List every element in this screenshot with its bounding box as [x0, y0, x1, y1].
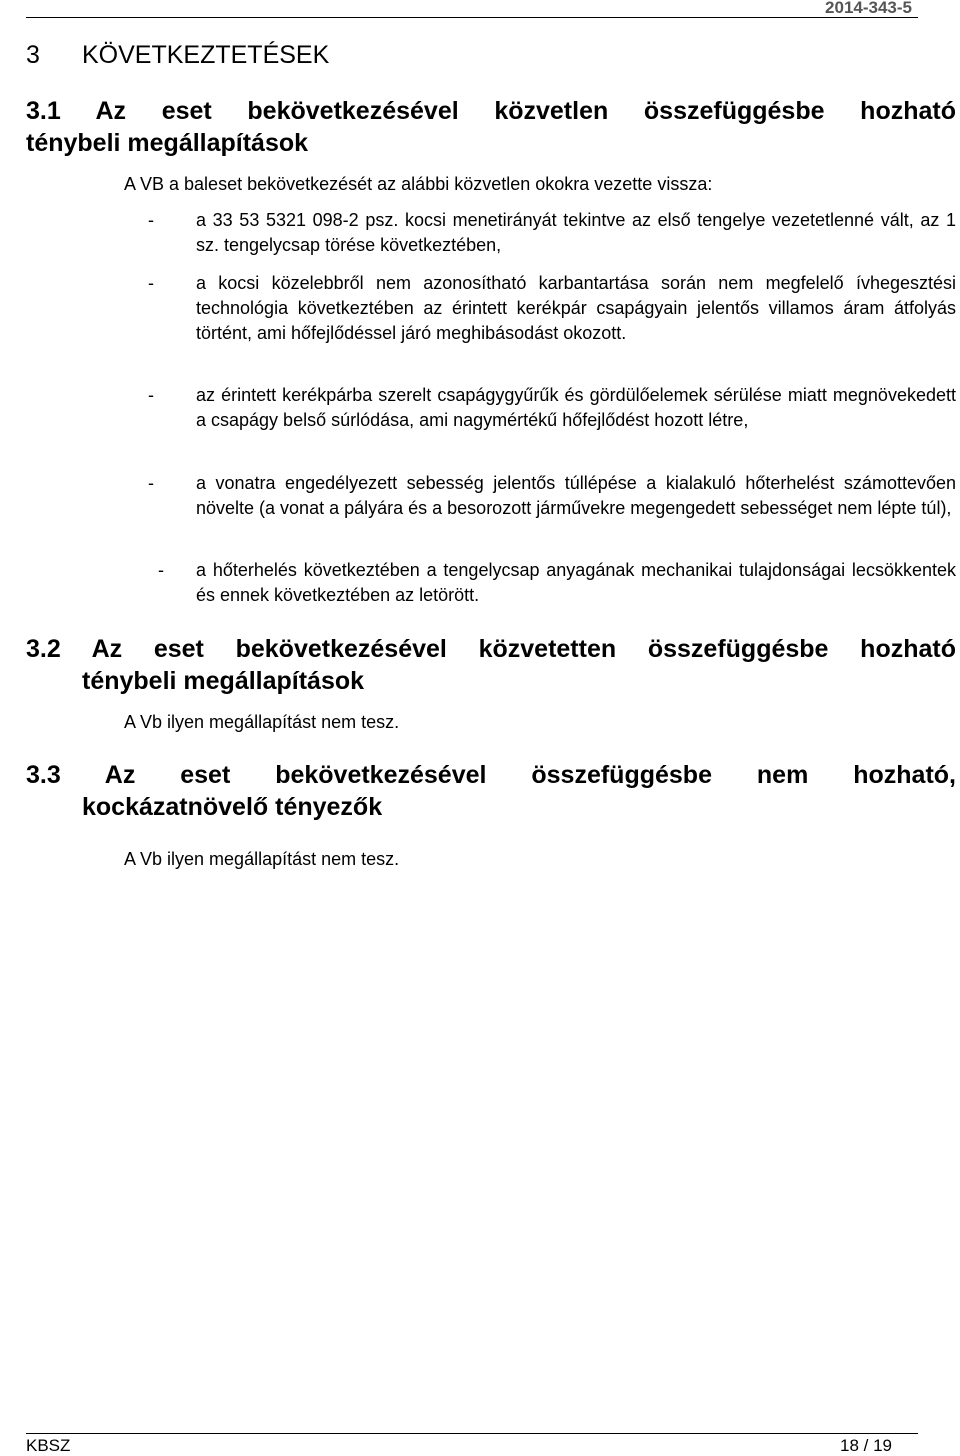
- section-3-3-text: A Vb ilyen megállapítást nem tesz.: [124, 849, 400, 869]
- list-item-text: az érintett kerékpárba szerelt csapágygyűrűk és gördülőelemek sérülése miatt megnövekedett a csapágy belső súrlódása, ami nagymértékű hőfejlődést hozott létre,: [196, 385, 956, 430]
- list-item: [148, 208, 956, 258]
- list-item: [148, 383, 956, 433]
- list-item-text: a vonatra engedélyezett sebesség jelentős túllépése a kialakuló hőterhelést számottevően növelte (a vonat a pályára és a besorozott járművekre megengedett sebességet nem lépte túl),: [196, 473, 956, 518]
- list-dash: -: [158, 560, 164, 580]
- page-number: 18 / 19: [840, 1436, 892, 1455]
- list-item-text: a hőterhelés következtében a tengelycsap anyagának mechanikai tulajdonságai lecsökkentek és ennek következtében az letörött.: [196, 560, 956, 605]
- list-item: [148, 558, 956, 608]
- section-3-1-title-line1: 3.1 Az eset bekövetkezésével közvetlen összefüggésbe hozható: [26, 97, 956, 125]
- section-3-2-title-line2: ténybeli megállapítások: [82, 667, 365, 695]
- list-dash: -: [148, 385, 154, 405]
- document-id: 2014-343-5: [825, 0, 912, 17]
- section-3-2-text: A Vb ilyen megállapítást nem tesz.: [124, 712, 400, 732]
- list-dash: -: [148, 210, 154, 230]
- section-3-1-intro: A VB a baleset bekövetkezését az alábbi közvetlen okokra vezette vissza:: [124, 174, 713, 194]
- list-dash: -: [148, 473, 154, 493]
- section-3-heading: [26, 40, 329, 70]
- list-dash: -: [148, 273, 154, 293]
- section-3-2-title-line1: 3.2 Az eset bekövetkezésével közvetetten összefüggésbe hozható: [26, 635, 956, 663]
- section-3-3-heading: [26, 759, 956, 823]
- footer-org: KBSZ: [26, 1436, 71, 1455]
- section-3-number: 3: [26, 41, 40, 69]
- list-item: [148, 271, 956, 346]
- section-3-3-title-line1: 3.3 Az eset bekövetkezésével összefüggésbe nem hozható,: [26, 761, 956, 789]
- list-item-text: a 33 53 5321 098-2 psz. kocsi menetirányát tekintve az első tengelye vezetetlenné vált, az 1 sz. tengelycsap törése következtében,: [196, 210, 956, 255]
- header-divider: [26, 17, 918, 18]
- list-item-text: a kocsi közelebbről nem azonosítható karbantartása során nem megfelelő ívhegesztési technológia következtében az érintett kerékpár csapágyain jelentős villamos áram átfolyás történt, ami hőfejlődéssel járó meghibásodást okozott.: [196, 273, 956, 343]
- section-3-title: KÖVETKEZTETÉSEK: [82, 41, 330, 69]
- section-3-3-title-line2: kockázatnövelő tényezők: [82, 793, 383, 821]
- section-3-1-heading: [26, 95, 956, 159]
- list-item: [148, 471, 956, 521]
- section-3-2-heading: [26, 633, 956, 697]
- section-3-1-title-line2: ténybeli megállapítások: [26, 129, 309, 157]
- footer-divider: [26, 1433, 918, 1434]
